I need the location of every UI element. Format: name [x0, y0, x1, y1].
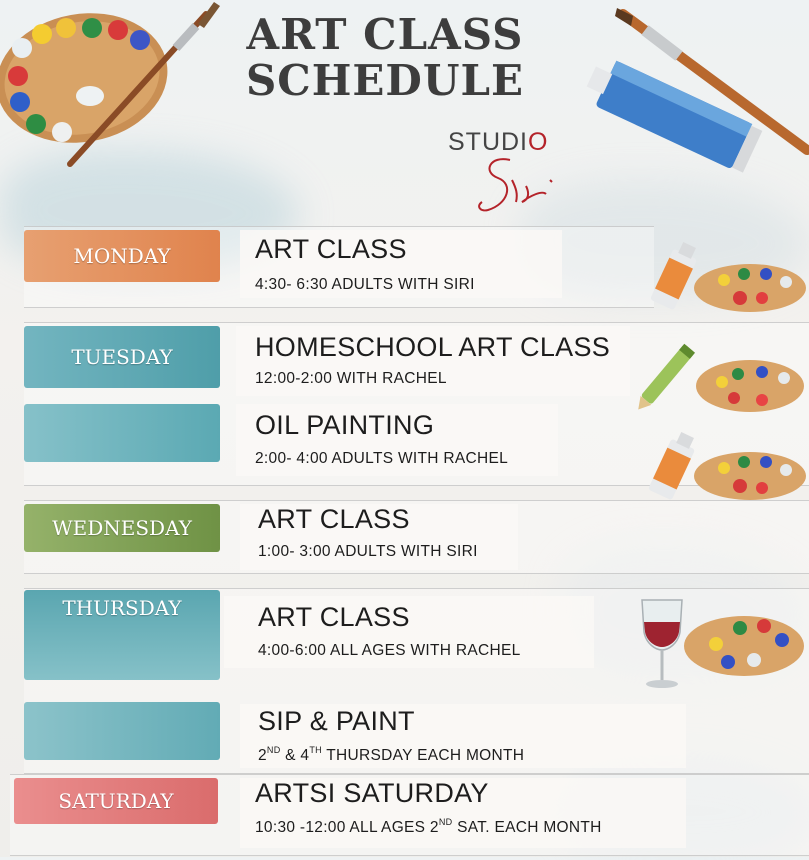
class-name: ART CLASS	[255, 234, 407, 264]
class-name: ART CLASS	[258, 602, 410, 632]
page-title-line2: SCHEDULE	[245, 56, 525, 105]
day-label-wednesday: WEDNESDAY	[24, 504, 220, 552]
class-time: 4:30- 6:30 ADULTS WITH SIRI	[255, 276, 475, 293]
signature-logo	[470, 150, 580, 220]
pencil-palette-icon	[638, 338, 809, 418]
class-name: SIP & PAINT	[258, 706, 415, 736]
paint-tube-palette-icon	[640, 240, 809, 315]
paint-tube-brush-icon	[575, 0, 809, 175]
studio-logo-text: STUDI	[448, 128, 528, 156]
class-time: 12:00-2:00 WITH RACHEL	[255, 370, 447, 387]
day-label-saturday: SATURDAY	[14, 778, 218, 824]
day-swatch-thursday	[24, 702, 220, 760]
class-name: OIL PAINTING	[255, 410, 435, 440]
class-time: 2ND & 4TH THURSDAY EACH MONTH	[258, 745, 525, 764]
day-swatch-tuesday	[24, 404, 220, 462]
class-time: 10:30 -12:00 ALL AGES 2ND SAT. EACH MONTH	[255, 817, 602, 836]
class-time: 4:00-6:00 ALL AGES WITH RACHEL	[258, 642, 521, 659]
class-name: HOMESCHOOL ART CLASS	[255, 332, 611, 362]
studio-logo-o: O	[528, 128, 549, 156]
day-label-monday: MONDAY	[24, 230, 220, 282]
class-time: 2:00- 4:00 ADULTS WITH RACHEL	[255, 450, 509, 467]
wine-glass-palette-icon	[632, 596, 809, 692]
class-time: 1:00- 3:00 ADULTS WITH SIRI	[258, 543, 478, 560]
page-title-line1: ART CLASS	[246, 10, 524, 59]
paint-tube-palette-icon	[638, 430, 809, 505]
class-name: ART CLASS	[258, 504, 410, 534]
day-label-tuesday: TUESDAY	[24, 326, 220, 388]
day-label-thursday: THURSDAY	[24, 590, 220, 680]
palette-brush-icon	[0, 0, 230, 170]
class-name: ARTSI SATURDAY	[255, 778, 489, 808]
